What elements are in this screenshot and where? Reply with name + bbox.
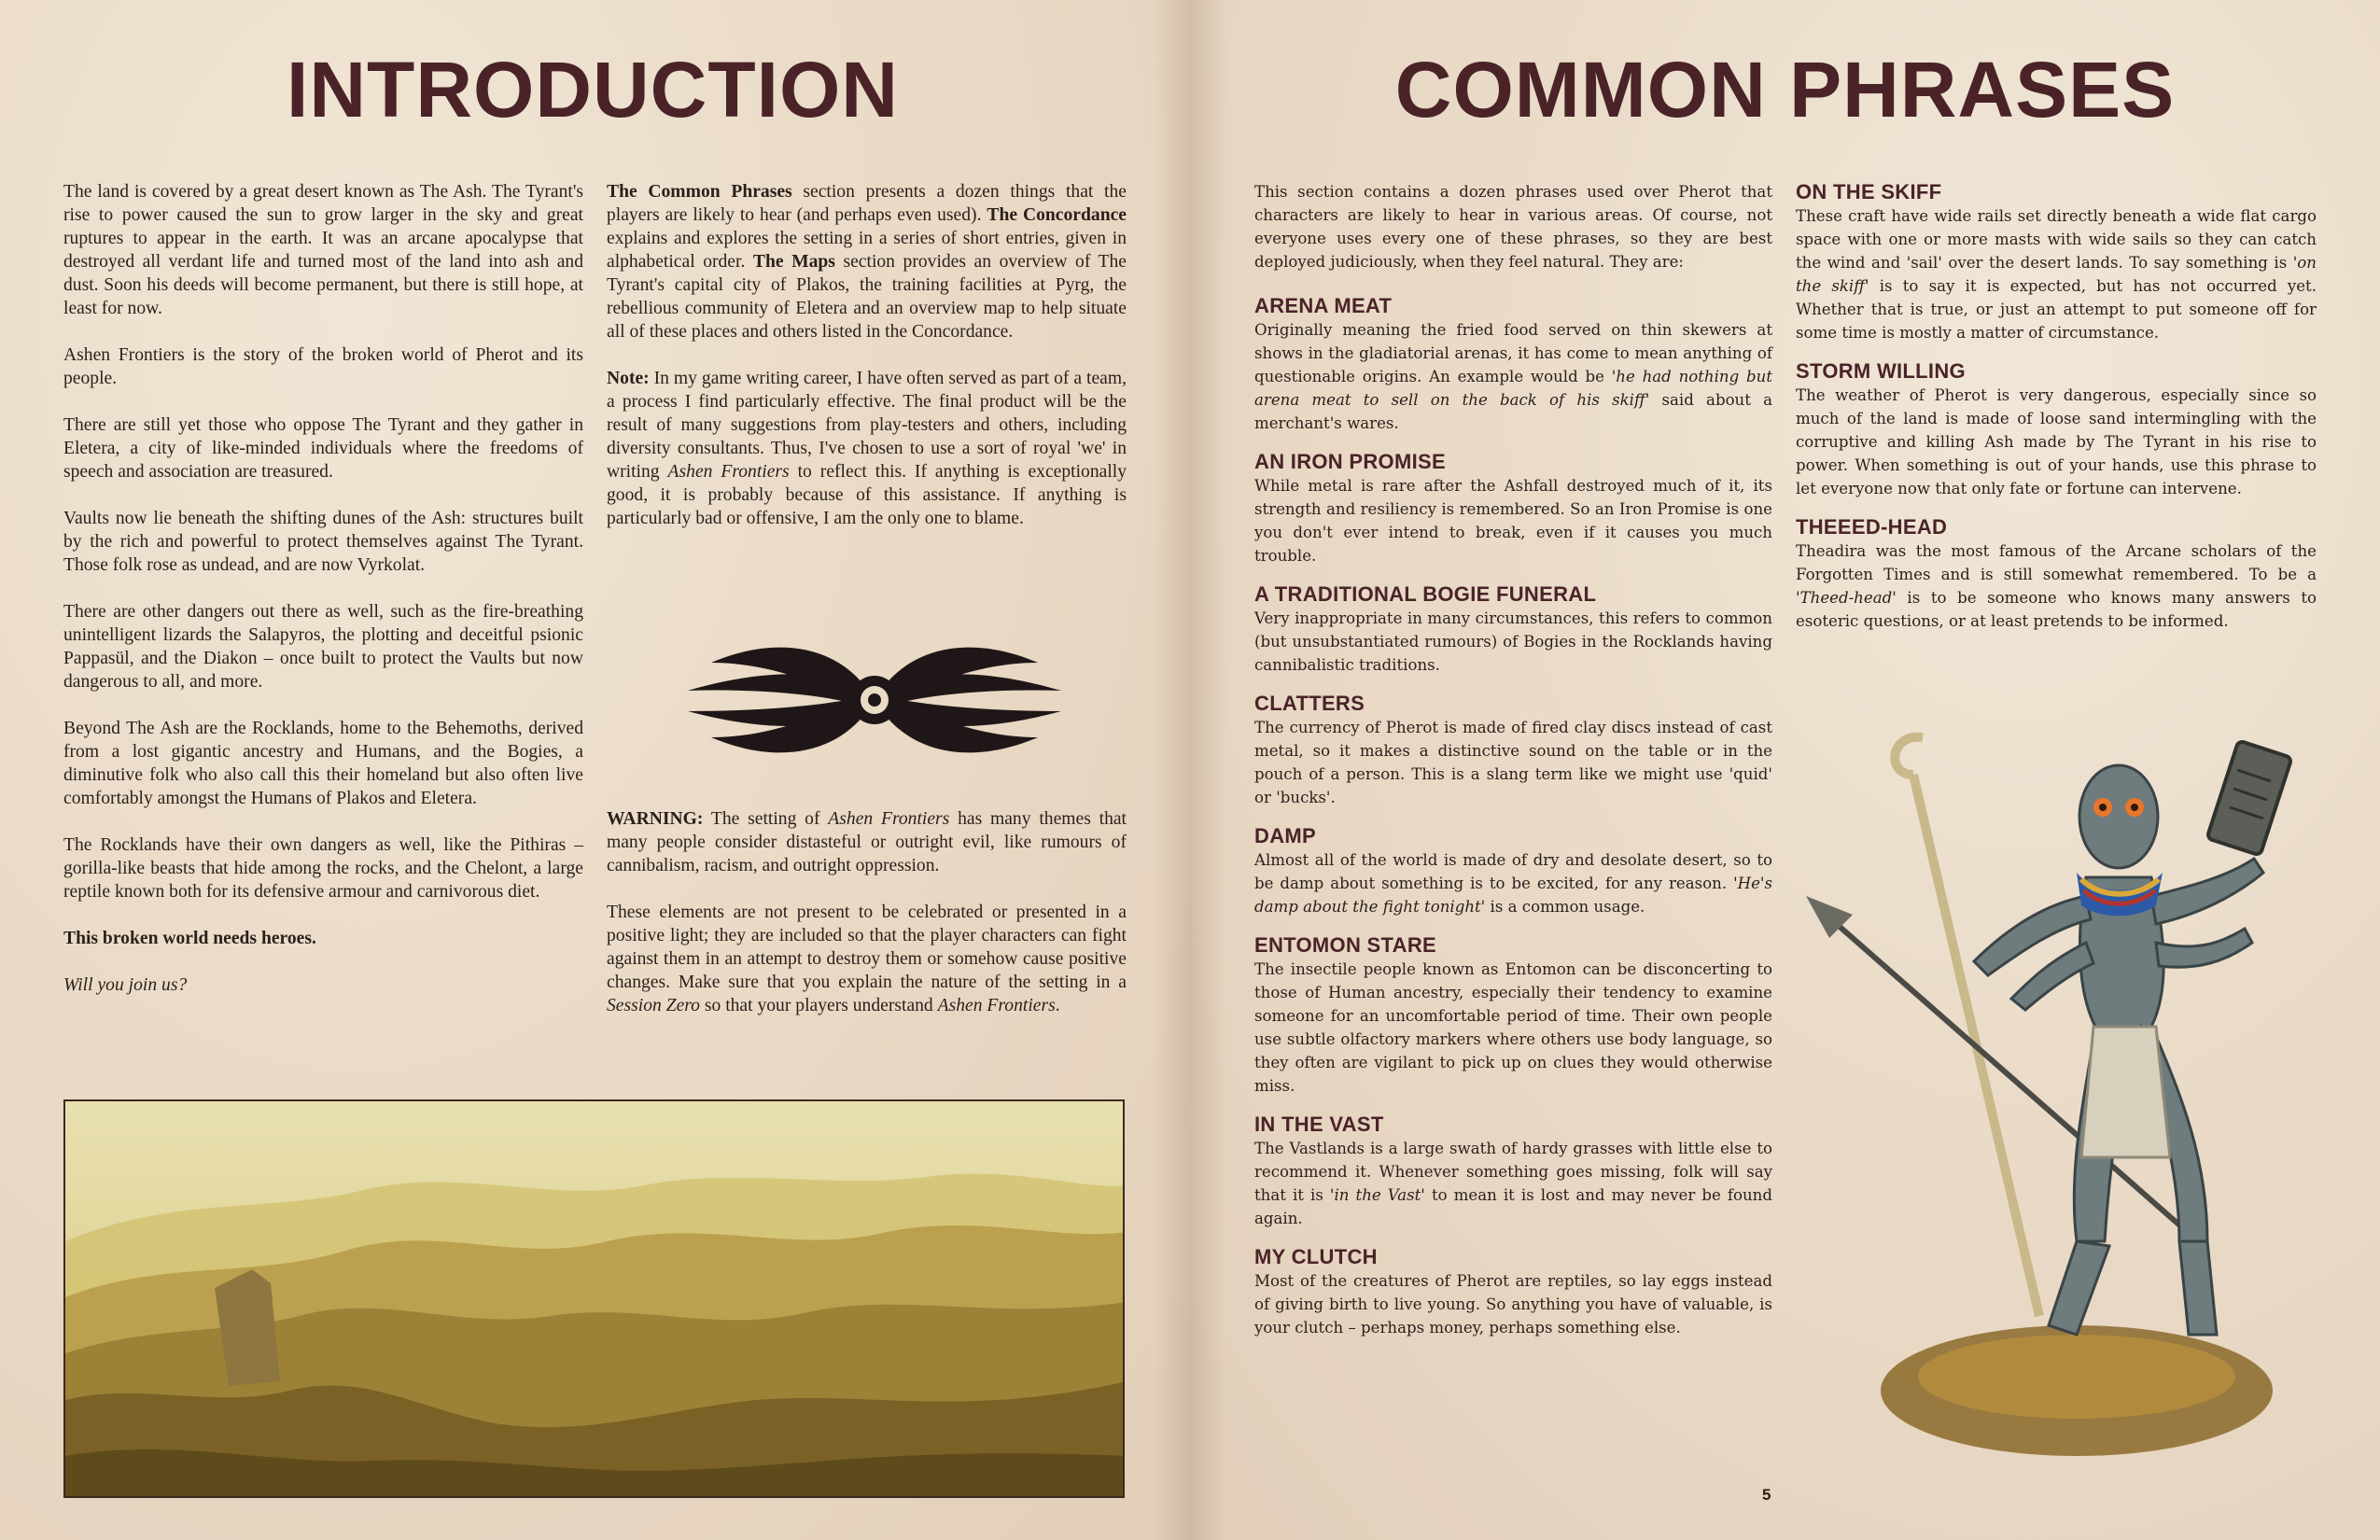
paragraph: The Rocklands have their own dangers as well, like the Pithiras – gorilla-like beasts that hide among the rocks, and the Chelont, a large reptile known both for its defensive armour and carnivorous diet. [63,835,583,902]
phrase-heading: IN THE VAST [1254,1113,1384,1136]
phrase-heading: AN IRON PROMISE [1254,450,1446,473]
phrase-text: The currency of Pherot is made of fired clay discs instead of cast metal, so it makes a distinctive sound on the table or in the pouch of a person. This is a slang term like we might use 'quid' or 'bucks'. [1254,719,1772,806]
page-number: 5 [1762,1486,1771,1504]
page-title-common-phrases: COMMON PHRASES [1394,46,2176,133]
paragraph: There are still yet those who oppose The Tyrant and they gather in Eletera, a city of like-minded individuals where the freedoms of speech and association are treasured. [63,415,583,482]
sections-overview: The Common Phrases section presents a dozen things that the players are likely to hear (and perhaps even used). The Concordance explains and explores the setting in a series of short entries, given in alphabetical order. The Maps section provides an overview of The Tyrant's capital city of Plakos, the training facilities at Pyrg, the rebellious community of Eletera and an overview map to help situate all of these places and others listed in the Concordance. [607,182,1127,342]
phrase-text: The insectile people known as Entomon can be disconcerting to those of Human ancestry, especially their tendency to examine someone for an uncomfortable period of time. Their own people use subtle olfactory markers where others use body language, so they often are vigilant to pick up on clues they would otherwise miss. [1254,960,1772,1095]
paragraph: Vaults now lie beneath the shifting dunes of the Ash: structures built by the rich and powerful to protect themselves against The Tyrant. Those folk rose as undead, and are now Vyrkolat. [63,509,583,575]
ornament-icon [674,625,1075,775]
phrases-column-2 [1796,180,2317,648]
paragraph: These elements are not present to be celebrated or presented in a positive light; they are included so that the player characters can fight against them in an attempt to destroy them or somehow cause positive changes. Make sure that you explain the nature of the setting in a Session Zero so that your players understand Ashen Frontiers. [607,903,1127,1015]
phrase-heading: DAMP [1254,824,1316,847]
entomon-creature-illustration [1797,719,2357,1512]
phrase-text: The Vastlands is a large swath of hardy grasses with little else to recommend it. Whenever something goes missing, folk will say that it is 'in the Vast' to mean it is lost and may never be found again. [1254,1140,1772,1227]
paragraph: The land is covered by a great desert known as The Ash. The Tyrant's rise to power caused the sun to grow larger in the sky and great ruptures to appear in the earth. It was an arcane apocalypse that destroyed all verdant life and turned most of the land into ash and dust. Soon his deeds will become permanent, but there is still hope, at least for now. [63,182,583,318]
landscape-illustration [63,1099,1125,1498]
phrase-text: Originally meaning the fried food served on thin skewers at shows in the gladiatorial arenas, it has come to mean anything of questionable origins. An example would be 'he had nothing but arena meat to sell on the back of his skiff' said about a merchant's wares. [1254,321,1773,432]
phrase-heading: ARENA MEAT [1254,294,1393,317]
phrase-text: While metal is rare after the Ashfall destroyed much of it, its strength and resiliency is remembered. So an Iron Promise is one you don't ever intend to break, even if it causes you much trouble. [1254,477,1772,565]
landscape-art [65,1101,1125,1498]
phrase-heading: A TRADITIONAL BOGIE FUNERAL [1254,582,1597,606]
phrases-column-1 [1254,180,1772,1354]
paragraph: There are other dangers out there as well, such as the fire-breathing unintelligent lizards the Salapyros, the plotting and deceitful psionic Pappasül, and the Diakon – once built to protect the Vaults but now dangerous to all, and more. [63,602,583,692]
paragraph: Beyond The Ash are the Rocklands, home to the Behemoths, derived from a lost gigantic ancestry and Humans, and the Bogies, a diminutive folk who also call this their homeland but also often live comfortably amongst the Humans of Plakos and Eletera. [63,719,583,808]
phrase-heading: STORM WILLING [1796,359,1966,383]
right-page [1190,0,2380,1540]
phrase-text: Theadira was the most famous of the Arcane scholars of the Forgotten Times and is still somewhat remembered. To be a 'Theed-head' is to be someone who knows many answers to esoteric questions, or at least pretends to be informed. [1796,542,2317,630]
phrase-text: Very inappropriate in many circumstances, this refers to common (but unsubstantiated rumours) of Bogies in the Rocklands having cannibalistic traditions. [1254,609,1772,674]
phrase-heading: MY CLUTCH [1254,1245,1378,1268]
phrase-text: Almost all of the world is made of dry and desolate desert, so to be damp about something is to be excited, for any reason. 'He's damp about the fight tonight' is a common usage. [1254,851,1772,916]
phrase-heading: CLATTERS [1254,692,1365,715]
author-note: Note: In my game writing career, I have often served as part of a team, a process I find particularly effective. The final product will be the result of many suggestions from play-testers and others, including diversity consultants. Thus, I've chosen to use a sort of royal 'we' in writing Ashen Frontiers to reflect this. If anything is exceptionally good, it is probably because of this assistance. If anything is particularly bad or offensive, I am the only one to blame. [607,369,1127,528]
call-to-heroes: This broken world needs heroes. [63,929,316,948]
page-title-introduction: INTRODUCTION [287,46,899,133]
phrase-text: Most of the creatures of Pherot are reptiles, so lay eggs instead of giving birth to live young. So anything you have of valuable, is your clutch – perhaps money, perhaps something else. [1254,1272,1772,1337]
phrase-heading: ENTOMON STARE [1254,933,1436,957]
warning-block [607,807,1127,1041]
phrase-heading: ON THE SKIFF [1796,180,1942,203]
warning-paragraph: WARNING: The setting of Ashen Frontiers has many themes that many people consider distasteful or outright evil, like rumours of cannibalism, racism, and outright oppression. [607,809,1127,875]
paragraph: Ashen Frontiers is the story of the broken world of Pherot and its people. [63,345,583,388]
join-us: Will you join us? [63,975,188,995]
phrase-heading: THEEED-HEAD [1796,515,1948,539]
phrase-text: The weather of Pherot is very dangerous, especially since so much of the land is made of loose sand intermingling with the corruptive and killing Ash made by The Tyrant in his rise to power. When something is out of your hands, use this phrase to let everyone now that only fate or fortune can intervene. [1796,386,2317,497]
intro-column-2 [607,180,1127,553]
phrases-intro: This section contains a dozen phrases used over Pherot that characters are likely to hear in various areas. Of course, not everyone uses every one of these phrases, so they are best deployed judiciously, when they feel natural. They are: [1254,183,1772,271]
intro-column-1 [63,180,583,1020]
phrase-text: These craft have wide rails set directly beneath a wide flat cargo space with one or more masts with wide sails so they can catch the wind and 'sail' over the desert lands. To say something is 'on the skiff' is to say it is expected, but has not occurred yet. Whether that is true, or just an attempt to put someone off for some time is mostly a matter of circumstance. [1796,207,2317,342]
